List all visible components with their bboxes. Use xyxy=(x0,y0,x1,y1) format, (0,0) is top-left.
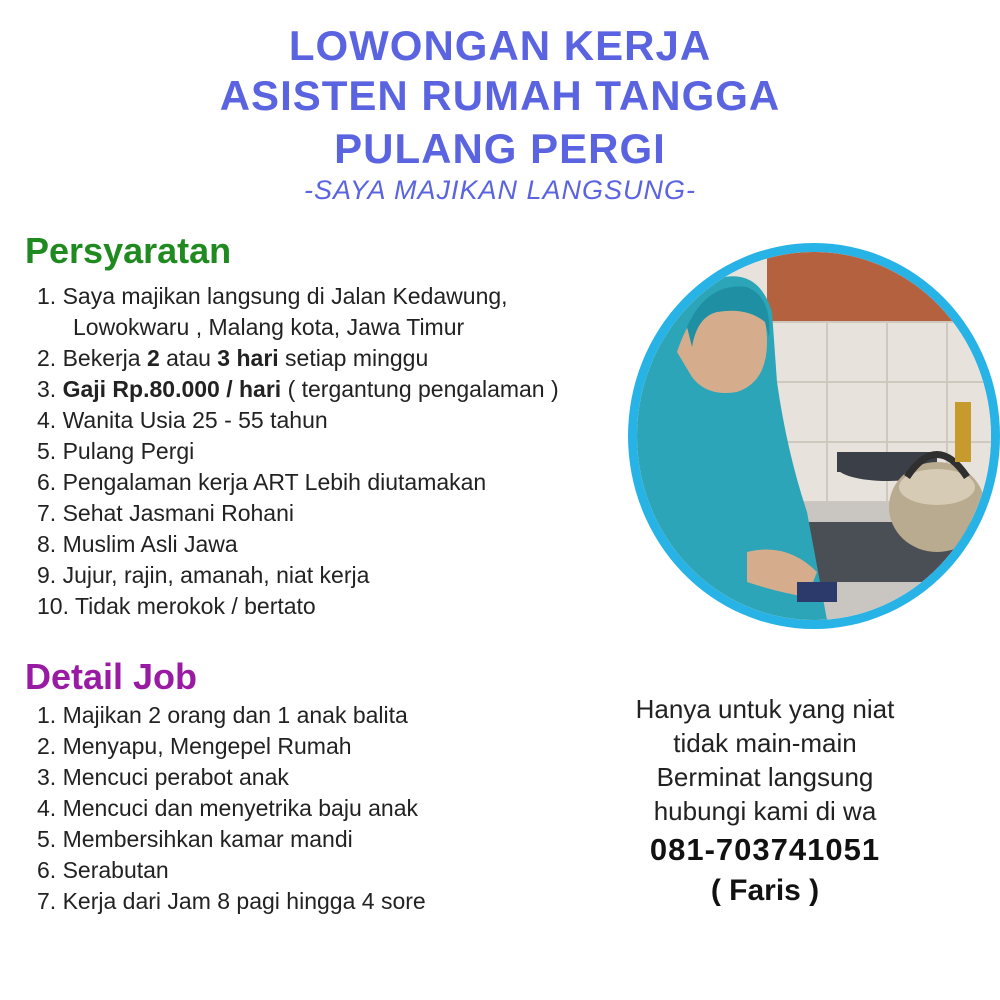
item-text: atau xyxy=(159,345,218,371)
contact-line: Hanya untuk yang niat xyxy=(635,694,895,724)
item-number: 3. xyxy=(37,376,57,402)
item-number: 7. xyxy=(37,500,57,526)
item-number: 4. xyxy=(37,795,57,821)
item-text: Jujur, rajin, amanah, niat kerja xyxy=(62,562,370,588)
phone-number: 081-703741051 xyxy=(649,832,881,867)
item-number: 6. xyxy=(37,857,57,883)
contact-note xyxy=(565,692,965,828)
contact-name: ( Faris ) xyxy=(710,874,820,907)
requirements-list xyxy=(37,281,559,622)
list-item xyxy=(37,591,559,622)
item-number: 1. xyxy=(37,283,57,309)
item-text: Membersihkan kamar mandi xyxy=(62,826,353,852)
contact-line: hubungi kami di wa xyxy=(653,796,877,826)
title-line-2: ASISTEN RUMAH TANGGA xyxy=(219,72,781,119)
item-text: Pengalaman kerja ART Lebih diutamakan xyxy=(62,469,487,495)
list-item xyxy=(37,436,559,467)
item-number: 6. xyxy=(37,469,57,495)
job-detail-heading: Detail Job xyxy=(25,656,198,697)
contact-line: Berminat langsung xyxy=(656,762,874,792)
item-text: Wanita Usia 25 - 55 tahun xyxy=(62,407,328,433)
job-detail-list xyxy=(37,700,426,917)
item-text: setiap minggu xyxy=(278,345,429,371)
item-number: 8. xyxy=(37,531,57,557)
item-text: Muslim Asli Jawa xyxy=(62,531,238,557)
item-text: Mencuci perabot anak xyxy=(62,764,289,790)
requirements-heading: Persyaratan xyxy=(25,230,232,271)
item-number: 2. xyxy=(37,345,57,371)
list-item xyxy=(37,467,559,498)
photo-illustration xyxy=(637,252,991,620)
item-text-continued: Lowokwaru , Malang kota, Jawa Timur xyxy=(73,314,465,340)
item-text: Pulang Pergi xyxy=(62,438,195,464)
item-text: Menyapu, Mengepel Rumah xyxy=(62,733,352,759)
list-item xyxy=(37,762,426,793)
item-number: 10. xyxy=(37,593,69,619)
item-number: 4. xyxy=(37,407,57,433)
title-line-3: PULANG PERGI xyxy=(334,125,666,172)
list-item xyxy=(37,405,559,436)
item-text: Kerja dari Jam 8 pagi hingga 4 sore xyxy=(62,888,426,914)
list-item xyxy=(37,343,559,374)
item-number: 9. xyxy=(37,562,57,588)
item-number: 5. xyxy=(37,826,57,852)
contact-line: tidak main-main xyxy=(673,728,857,758)
item-text: Serabutan xyxy=(62,857,169,883)
item-text: Majikan 2 orang dan 1 anak balita xyxy=(62,702,408,728)
list-item xyxy=(37,374,559,405)
list-item xyxy=(37,560,559,591)
item-text: Sehat Jasmani Rohani xyxy=(62,500,294,526)
item-bold-text: Gaji Rp.80.000 / hari xyxy=(62,376,282,402)
list-item xyxy=(37,824,426,855)
list-item xyxy=(37,793,426,824)
list-item xyxy=(37,529,559,560)
item-text: Bekerja xyxy=(62,345,147,371)
list-item xyxy=(37,886,426,917)
list-item xyxy=(37,498,559,529)
item-text: ( tergantung pengalaman ) xyxy=(281,376,559,402)
list-item xyxy=(37,700,426,731)
item-text: Tidak merokok / bertato xyxy=(74,593,316,619)
item-number: 3. xyxy=(37,764,57,790)
list-item xyxy=(37,281,559,343)
list-item xyxy=(37,855,426,886)
subtitle: -SAYA MAJIKAN LANGSUNG- xyxy=(303,175,697,205)
item-bold-text: 2 xyxy=(146,345,160,371)
item-number: 5. xyxy=(37,438,57,464)
item-text: Mencuci dan menyetrika baju anak xyxy=(62,795,418,821)
item-number: 2. xyxy=(37,733,57,759)
item-number: 7. xyxy=(37,888,57,914)
woman-cooking-photo xyxy=(628,243,1000,629)
list-item xyxy=(37,731,426,762)
item-bold-text: 3 hari xyxy=(217,345,279,371)
item-number: 1. xyxy=(37,702,57,728)
title-line-1: LOWONGAN KERJA xyxy=(288,22,712,69)
item-text: Saya majikan langsung di Jalan Kedawung, xyxy=(62,283,508,309)
